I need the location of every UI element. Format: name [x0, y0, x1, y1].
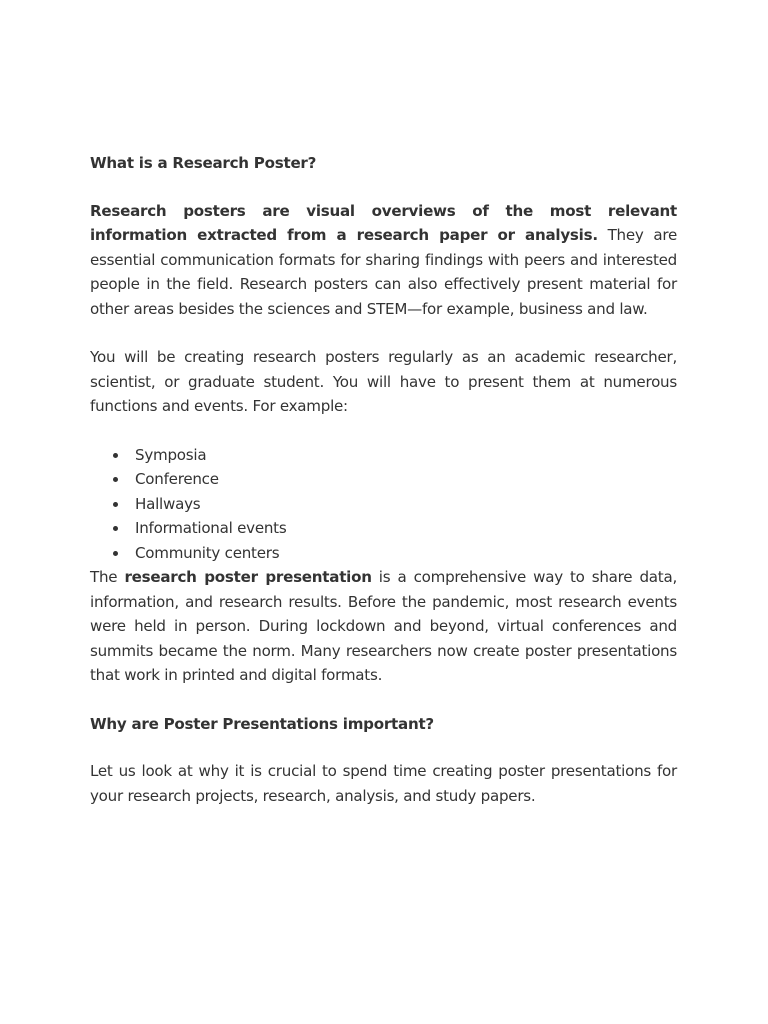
- section-heading-research-poster: What is a Research Poster?: [90, 154, 317, 172]
- intro-bold-sentence: Research posters are visual overviews of the most relevant information extracted from a research paper or analysis.: [90, 201, 677, 244]
- document-body: [90, 151, 677, 832]
- list-item-label: Informational events: [135, 519, 287, 537]
- presentation-bold-term: research poster presentation: [124, 568, 372, 586]
- presentation-lead: The: [90, 568, 125, 586]
- list-item: [135, 492, 677, 517]
- presentation-paragraph: [90, 565, 677, 688]
- bullet-icon: [113, 526, 118, 531]
- list-item-label: Symposia: [135, 445, 207, 464]
- bullet-icon: [113, 453, 118, 458]
- bullet-icon: [113, 551, 118, 556]
- event-list: [90, 443, 677, 566]
- list-item: [135, 467, 677, 492]
- presentation-rest: is a comprehensive way to share data, information, and research results. Before the pandemic, most research events were held in person. During lockdown and beyond, virtual conferences and summits became the norm. Many researchers now create poster presentations that work in printed and digital formats.: [90, 568, 677, 684]
- intro-rest: They are essential communication formats for sharing findings with peers and interested people in the field. Research posters can also effectively present material for other areas besides the sciences and STEM—for example, business and law.: [90, 226, 677, 318]
- list-item: [135, 443, 677, 468]
- list-item: [135, 516, 677, 541]
- bullet-icon: [113, 477, 118, 482]
- bullet-icon: [113, 502, 118, 507]
- list-item-label: Hallways: [135, 494, 201, 513]
- intro-paragraph: [90, 199, 677, 322]
- section-heading-importance: Why are Poster Presentations important?: [90, 714, 434, 733]
- list-item-label: Community centers: [135, 543, 280, 562]
- usage-paragraph: You will be creating research posters regularly as an academic researcher, scientist, or graduate student. You will have to present them at numerous functions and events. For example:: [90, 348, 677, 415]
- closing-paragraph: Let us look at why it is crucial to spend time creating poster presentations for your research projects, research, analysis, and study papers.: [90, 762, 677, 805]
- list-item: [135, 541, 677, 566]
- list-item-label: Conference: [135, 470, 219, 488]
